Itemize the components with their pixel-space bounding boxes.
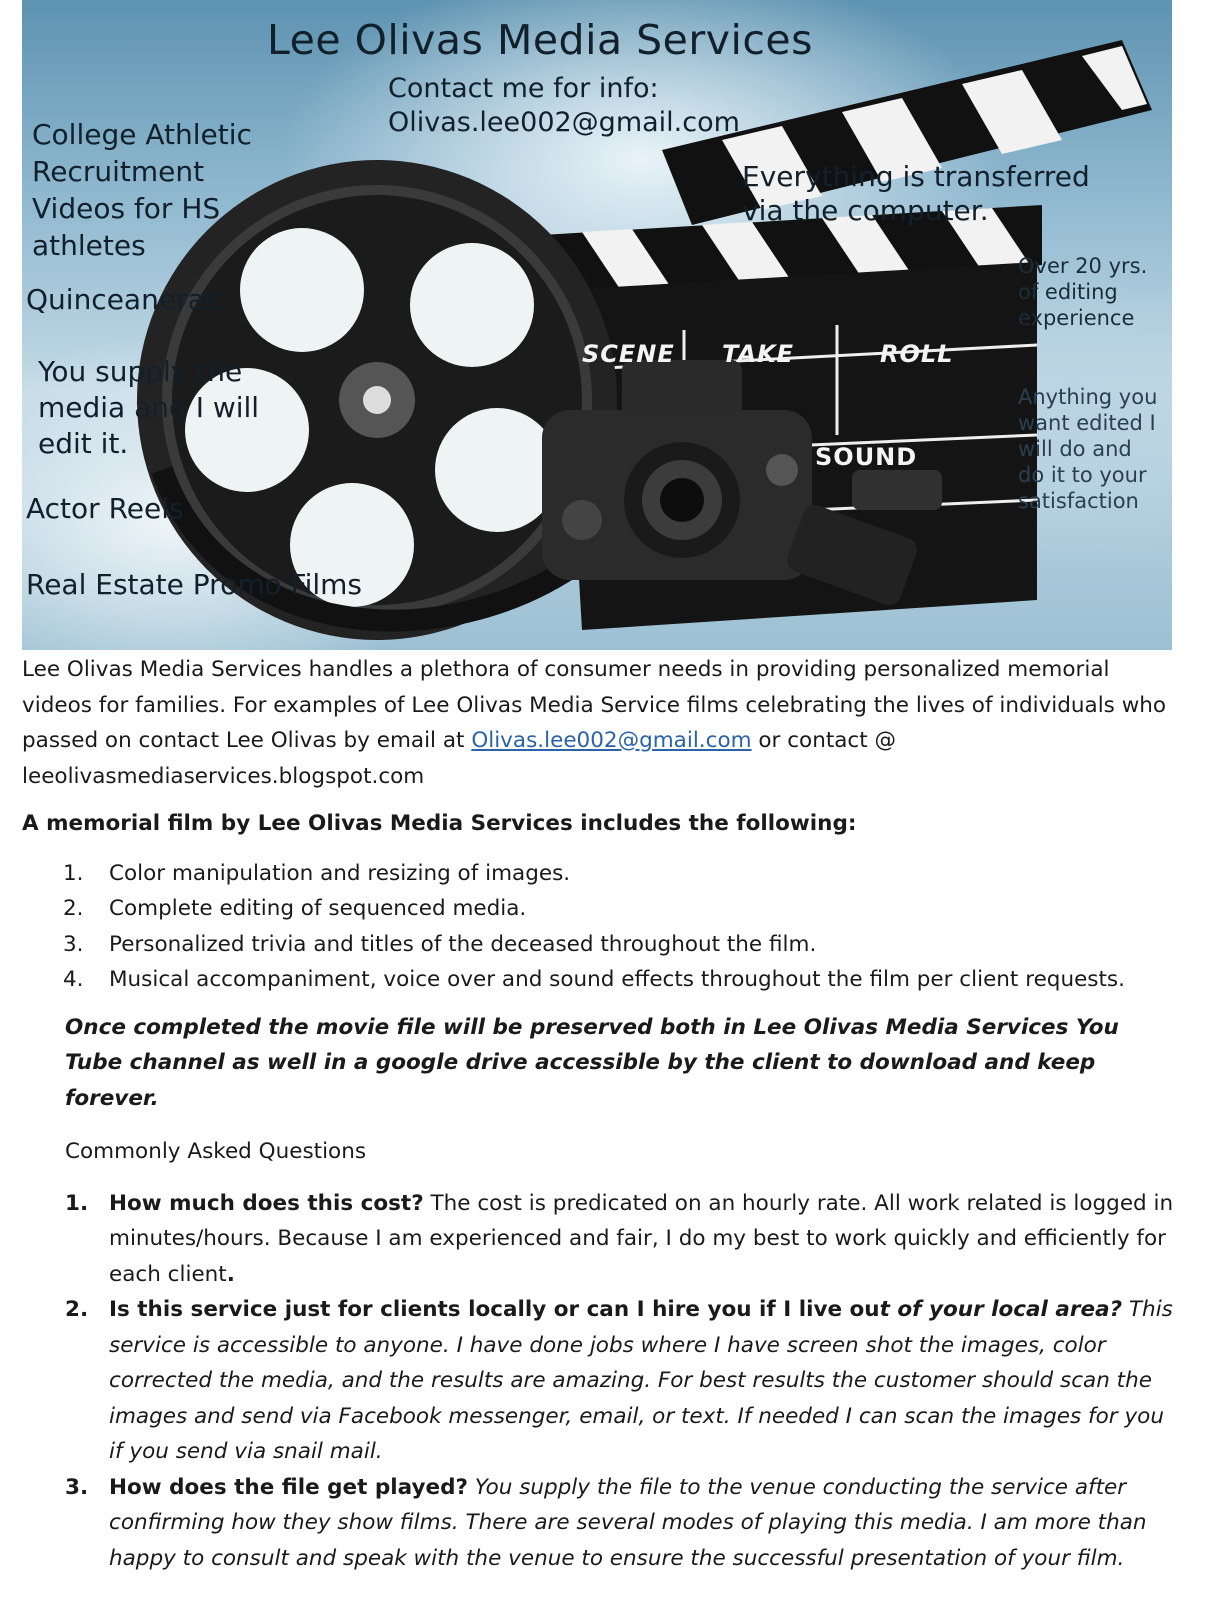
banner-experience: Over 20 yrs. of editing experience [1018,254,1148,330]
faq-question: How does the file get played? [109,1474,468,1500]
document-body [22,652,1182,1576]
banner-service-actor-reels: Actor Reels [26,492,184,525]
faq-answer: You supply the file to the venue conducting the service after confirming how they show films. There are several modes of playing this media. I am more than happy to consult and speak with the venue to ensure the successful presentation of your film. [109,1474,1147,1571]
faq-question: How much does this cost? [109,1190,424,1216]
banner-service-quinceaneras: Quinceaneras [26,283,220,316]
banner-satisfaction: Anything you want edited I will do and do it to your satisfaction [1018,385,1158,513]
slate-take-label: TAKE [722,340,795,368]
banner-contact-label: Contact me for info: [388,73,659,104]
banner-contact-email: Olivas.lee002@gmail.com [388,107,740,138]
faq-number: 3. [65,1474,89,1500]
intro-text-end: or contact @ leeolivasmediaservices.blogspot.com [22,728,897,789]
banner-title: Lee Olivas Media Services [267,16,814,64]
faq-item [22,1292,1182,1470]
includes-heading: A memorial film by Lee Olivas Media Services includes the following: [22,811,857,836]
slate-scene-label: SCENE [582,340,675,368]
faq-heading: Commonly Asked Questions [65,1139,367,1164]
intro-text: Lee Olivas Media Services handles a plethora of consumer needs in providing personalized memorial videos for families. For examples of Lee Olivas Media Service films celebrating the lives of individuals who passed on contact Lee Olivas by email at [22,657,1167,753]
list-item [22,891,1182,927]
list-item-text: Complete editing of sequenced media. [109,896,527,921]
slate-roll-label: ROLL [880,340,954,368]
faq-answer: This service is accessible to anyone. I have done jobs where I have screen shot the images, color corrected the media, and the results are amazing. For best results the customer should scan the images and send via Facebook messenger, email, or text. If needed I can scan the images for you if you send via snail mail. [109,1297,1173,1464]
faq-answer-end: . [226,1261,235,1287]
promo-banner [22,0,1172,650]
intro-paragraph [22,652,1182,794]
list-item [22,962,1182,998]
list-number: 3. [63,931,84,957]
faq-question-italic: t of your local area? [879,1297,1123,1322]
faq-number: 2. [65,1297,89,1322]
faq-list [22,1186,1182,1577]
banner-service-athletic: College Athletic Recruitment Videos for HS athletes [32,118,252,262]
banner-transfer-line1: Everything is transferred [742,160,1090,193]
faq-answer: The cost is predicated on an hourly rate. All work related is logged in minutes/hours. Because I am experienced and fair, I do my best to work quickly and efficiently for each client [109,1190,1174,1287]
list-number: 4. [63,967,84,992]
list-item-text: Color manipulation and resizing of images. [109,860,571,886]
list-item-text: Personalized trivia and titles of the deceased throughout the film. [109,931,817,957]
list-number: 1. [63,860,84,886]
banner-transfer-note [742,160,1090,228]
includes-list [22,856,1182,998]
faq-number: 1. [65,1190,89,1216]
list-item [22,856,1182,892]
faq-question: Is this service just for clients locally or can I hire you if I live ou [109,1297,880,1322]
banner-service-real-estate: Real Estate Promo Films [26,568,362,601]
list-item-text: Musical accompaniment, voice over and sound effects throughout the film per client requests. [109,967,1125,992]
banner-supply-note: You supply the media and I will edit it. [38,355,260,460]
faq-item [22,1470,1182,1577]
preservation-note: Once completed the movie file will be preserved both in Lee Olivas Media Services You Tube channel as well in a google drive accessible by the client to download and keep forever. [65,1014,1119,1111]
email-link[interactable]: Olivas.lee002@gmail.com [471,728,752,753]
faq-item [22,1186,1182,1293]
list-number: 2. [63,896,84,921]
banner-contact [388,72,740,140]
banner-transfer-line2: via the computer. [742,194,989,227]
slate-sound-label: SOUND [815,443,918,471]
list-item [22,927,1182,963]
